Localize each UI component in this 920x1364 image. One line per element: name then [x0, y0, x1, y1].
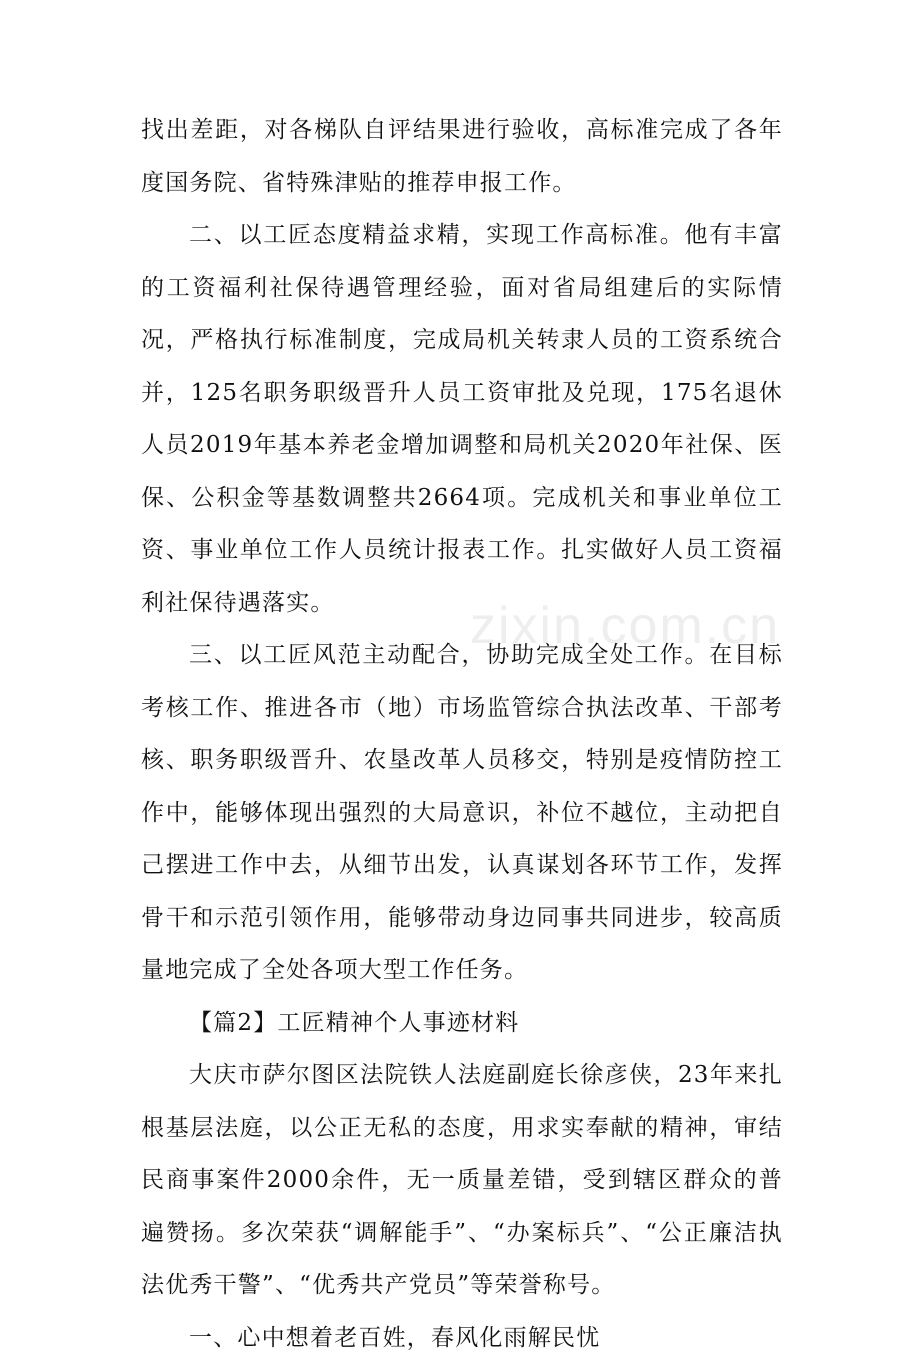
paragraph-intro: 大庆市萨尔图区法院铁人法庭副庭长徐彦侠，23年来扎根基层法庭，以公正无私的态度，用求实奉献的精神，审结民商事案件2000余件，无一质量差错，受到辖区群众的普遍赞扬。多次荣获“调解能手”、“办案标兵”、“公正廉洁执法优秀干警”、“优秀共产党员”等荣誉称号。: [141, 1049, 783, 1312]
watermark: zixin.com.cn: [470, 596, 780, 656]
section-heading-one: 一、心中想着老百姓，春风化雨解民忧: [141, 1312, 783, 1364]
paragraph-section-two: 二、以工匠态度精益求精，实现工作高标准。他有丰富的工资福利社保待遇管理经验，面对省局组建后的实际情况，严格执行标准制度，完成局机关转隶人员的工资系统合并，125名职务职级晋升人员工资审批及兑现，175名退休人员2019年基本养老金增加调整和局机关2020年社保、医保、公积金等基数调整共2664项。完成机关和事业单位工资、事业单位工作人员统计报表工作。扎实做好人员工资福利社保待遇落实。: [141, 209, 783, 629]
paragraph-continuation: 找出差距，对各梯队自评结果进行验收，高标准完成了各年度国务院、省特殊津贴的推荐申报工作。: [141, 104, 783, 209]
article-heading: 【篇2】工匠精神个人事迹材料: [141, 997, 783, 1050]
paragraph-section-three: 三、以工匠风范主动配合，协助完成全处工作。在目标考核工作、推进各市（地）市场监管综合执法改革、干部考核、职务职级晋升、农垦改革人员移交，特别是疫情防控工作中，能够体现出强烈的大局意识，补位不越位，主动把自己摆进工作中去，从细节出发，认真谋划各环节工作，发挥骨干和示范引领作用，能够带动身边同事共同进步，较高质量地完成了全处各项大型工作任务。: [141, 629, 783, 997]
document-body: [141, 104, 783, 1364]
